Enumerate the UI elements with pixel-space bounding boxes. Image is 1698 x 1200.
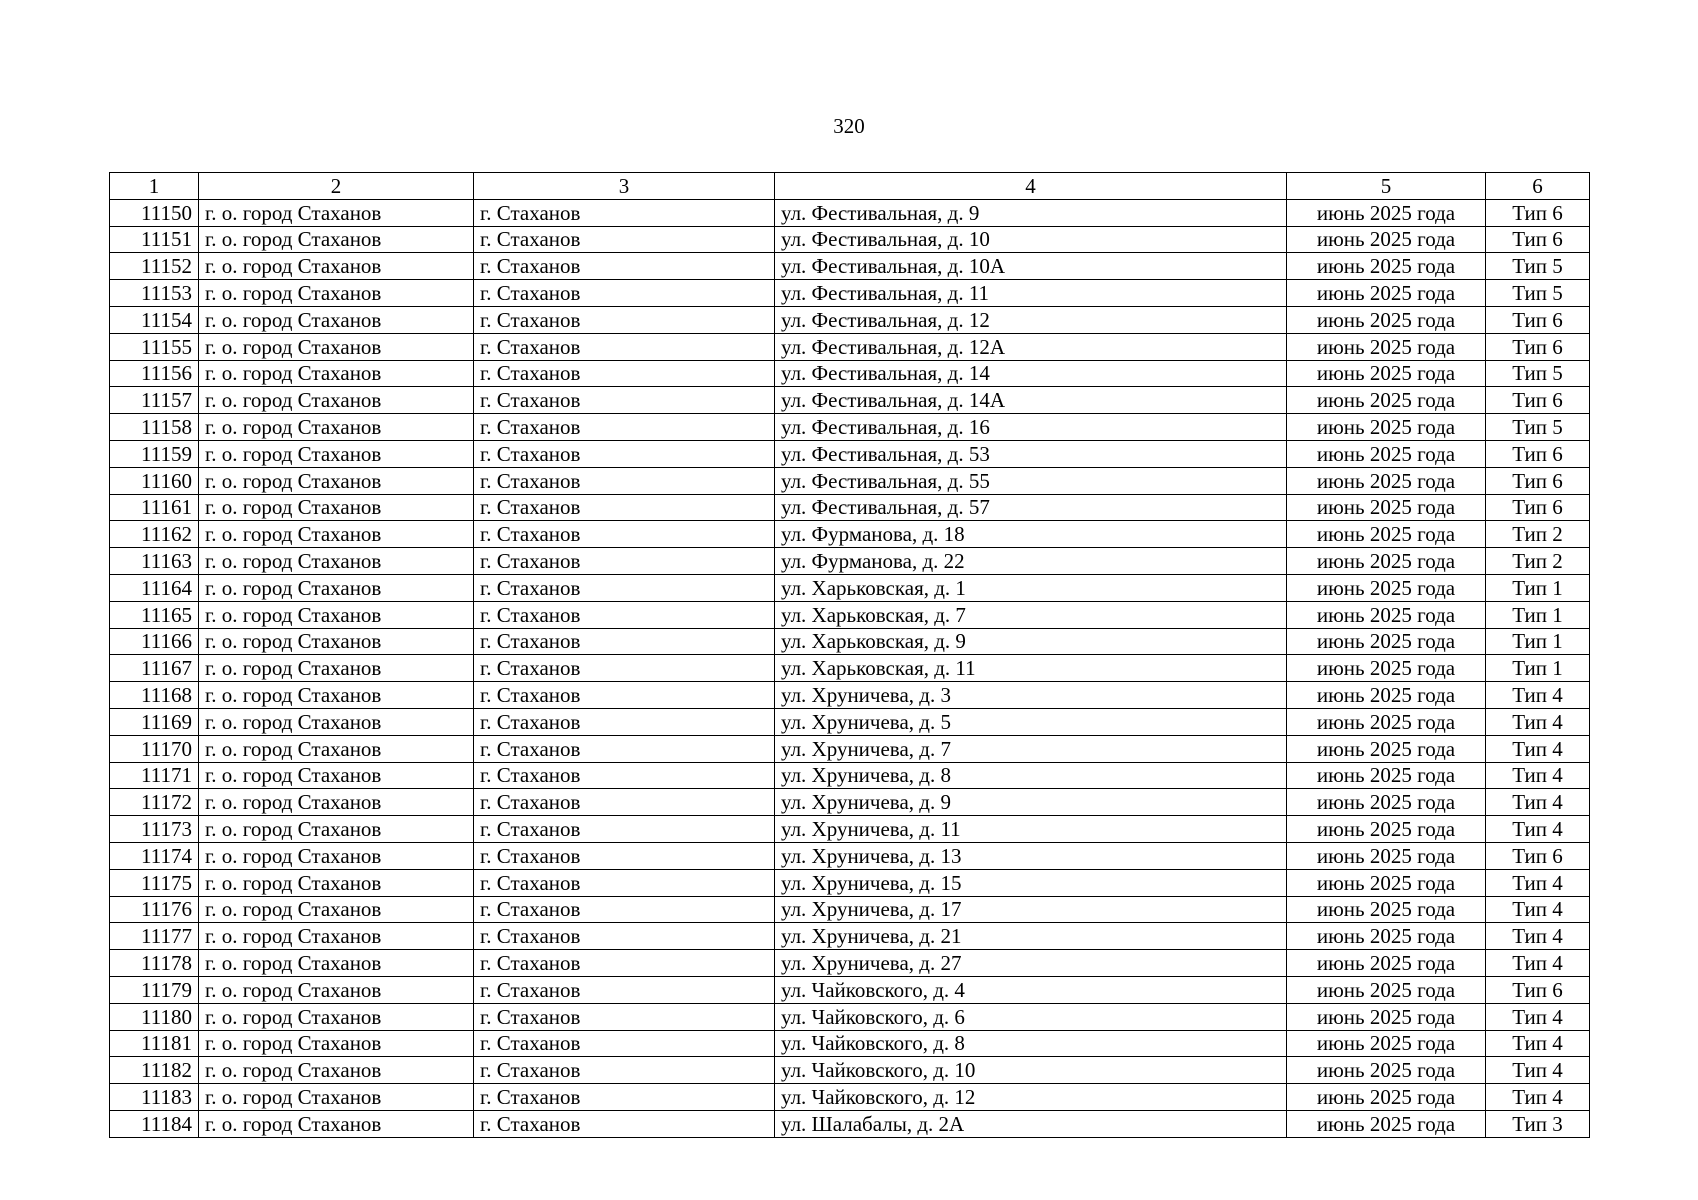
- cell-number: 11159: [110, 440, 199, 467]
- cell-date: июнь 2025 года: [1287, 360, 1486, 387]
- table-row: [110, 789, 1590, 816]
- cell-number: 11163: [110, 548, 199, 575]
- cell-district: г. о. город Стаханов: [199, 574, 474, 601]
- cell-address: ул. Фестивальная, д. 9: [775, 199, 1287, 226]
- cell-number: 11157: [110, 387, 199, 414]
- cell-city: г. Стаханов: [474, 414, 775, 441]
- cell-city: г. Стаханов: [474, 628, 775, 655]
- table-row: [110, 950, 1590, 977]
- cell-district: г. о. город Стаханов: [199, 280, 474, 307]
- column-header-city: 3: [474, 173, 775, 200]
- cell-number: 11176: [110, 896, 199, 923]
- cell-district: г. о. город Стаханов: [199, 1003, 474, 1030]
- cell-type: Тип 4: [1486, 1084, 1590, 1111]
- cell-address: ул. Фестивальная, д. 12: [775, 306, 1287, 333]
- cell-district: г. о. город Стаханов: [199, 735, 474, 762]
- cell-city: г. Стаханов: [474, 306, 775, 333]
- cell-district: г. о. город Стаханов: [199, 1057, 474, 1084]
- cell-address: ул. Чайковского, д. 8: [775, 1030, 1287, 1057]
- cell-number: 11150: [110, 199, 199, 226]
- cell-address: ул. Чайковского, д. 12: [775, 1084, 1287, 1111]
- cell-city: г. Стаханов: [474, 1003, 775, 1030]
- table-row: [110, 923, 1590, 950]
- cell-district: г. о. город Стаханов: [199, 548, 474, 575]
- cell-district: г. о. город Стаханов: [199, 950, 474, 977]
- table-row: [110, 628, 1590, 655]
- table-row: [110, 548, 1590, 575]
- cell-district: г. о. город Стаханов: [199, 440, 474, 467]
- cell-number: 11155: [110, 333, 199, 360]
- cell-date: июнь 2025 года: [1287, 682, 1486, 709]
- table-row: [110, 253, 1590, 280]
- cell-city: г. Стаханов: [474, 976, 775, 1003]
- cell-number: 11152: [110, 253, 199, 280]
- cell-address: ул. Хруничева, д. 21: [775, 923, 1287, 950]
- cell-type: Тип 6: [1486, 467, 1590, 494]
- cell-number: 11160: [110, 467, 199, 494]
- cell-district: г. о. город Стаханов: [199, 306, 474, 333]
- cell-number: 11167: [110, 655, 199, 682]
- table-row: [110, 1110, 1590, 1137]
- cell-district: г. о. город Стаханов: [199, 682, 474, 709]
- page-number: 320: [833, 114, 865, 138]
- cell-city: г. Стаханов: [474, 1084, 775, 1111]
- cell-district: г. о. город Стаханов: [199, 842, 474, 869]
- table-row: [110, 682, 1590, 709]
- cell-type: Тип 6: [1486, 842, 1590, 869]
- cell-address: ул. Хруничева, д. 7: [775, 735, 1287, 762]
- table-row: [110, 360, 1590, 387]
- cell-date: июнь 2025 года: [1287, 1003, 1486, 1030]
- cell-city: г. Стаханов: [474, 869, 775, 896]
- cell-type: Тип 6: [1486, 306, 1590, 333]
- cell-city: г. Стаханов: [474, 896, 775, 923]
- cell-type: Тип 6: [1486, 494, 1590, 521]
- cell-number: 11158: [110, 414, 199, 441]
- cell-date: июнь 2025 года: [1287, 1084, 1486, 1111]
- cell-number: 11169: [110, 708, 199, 735]
- cell-date: июнь 2025 года: [1287, 950, 1486, 977]
- cell-address: ул. Хруничева, д. 15: [775, 869, 1287, 896]
- cell-type: Тип 1: [1486, 574, 1590, 601]
- cell-number: 11179: [110, 976, 199, 1003]
- cell-date: июнь 2025 года: [1287, 842, 1486, 869]
- cell-date: июнь 2025 года: [1287, 467, 1486, 494]
- cell-date: июнь 2025 года: [1287, 574, 1486, 601]
- cell-number: 11182: [110, 1057, 199, 1084]
- cell-type: Тип 6: [1486, 199, 1590, 226]
- cell-type: Тип 4: [1486, 762, 1590, 789]
- cell-type: Тип 6: [1486, 333, 1590, 360]
- cell-city: г. Стаханов: [474, 199, 775, 226]
- cell-type: Тип 2: [1486, 548, 1590, 575]
- cell-city: г. Стаханов: [474, 253, 775, 280]
- cell-date: июнь 2025 года: [1287, 869, 1486, 896]
- cell-type: Тип 6: [1486, 387, 1590, 414]
- cell-date: июнь 2025 года: [1287, 253, 1486, 280]
- cell-type: Тип 4: [1486, 816, 1590, 843]
- cell-date: июнь 2025 года: [1287, 976, 1486, 1003]
- cell-type: Тип 4: [1486, 1057, 1590, 1084]
- cell-address: ул. Шалабалы, д. 2А: [775, 1110, 1287, 1137]
- cell-address: ул. Фестивальная, д. 10А: [775, 253, 1287, 280]
- table-body: [110, 199, 1590, 1137]
- cell-type: Тип 6: [1486, 976, 1590, 1003]
- cell-city: г. Стаханов: [474, 280, 775, 307]
- cell-date: июнь 2025 года: [1287, 896, 1486, 923]
- cell-date: июнь 2025 года: [1287, 1057, 1486, 1084]
- cell-number: 11171: [110, 762, 199, 789]
- table-row: [110, 1057, 1590, 1084]
- registry-table: [109, 172, 1590, 1138]
- cell-date: июнь 2025 года: [1287, 655, 1486, 682]
- cell-address: ул. Харьковская, д. 7: [775, 601, 1287, 628]
- cell-address: ул. Харьковская, д. 9: [775, 628, 1287, 655]
- cell-district: г. о. город Стаханов: [199, 976, 474, 1003]
- cell-date: июнь 2025 года: [1287, 628, 1486, 655]
- cell-number: 11183: [110, 1084, 199, 1111]
- cell-date: июнь 2025 года: [1287, 762, 1486, 789]
- cell-district: г. о. город Стаханов: [199, 923, 474, 950]
- cell-address: ул. Фестивальная, д. 10: [775, 226, 1287, 253]
- cell-date: июнь 2025 года: [1287, 414, 1486, 441]
- cell-type: Тип 4: [1486, 789, 1590, 816]
- cell-number: 11173: [110, 816, 199, 843]
- cell-district: г. о. город Стаханов: [199, 1084, 474, 1111]
- cell-city: г. Стаханов: [474, 655, 775, 682]
- cell-type: Тип 1: [1486, 628, 1590, 655]
- column-header-address: 4: [775, 173, 1287, 200]
- cell-date: июнь 2025 года: [1287, 789, 1486, 816]
- cell-address: ул. Фестивальная, д. 16: [775, 414, 1287, 441]
- cell-type: Тип 5: [1486, 253, 1590, 280]
- table-row: [110, 601, 1590, 628]
- column-header-number: 1: [110, 173, 199, 200]
- cell-address: ул. Хруничева, д. 11: [775, 816, 1287, 843]
- table-row: [110, 333, 1590, 360]
- cell-city: г. Стаханов: [474, 387, 775, 414]
- cell-district: г. о. город Стаханов: [199, 521, 474, 548]
- cell-district: г. о. город Стаханов: [199, 762, 474, 789]
- cell-address: ул. Чайковского, д. 4: [775, 976, 1287, 1003]
- cell-city: г. Стаханов: [474, 333, 775, 360]
- cell-city: г. Стаханов: [474, 494, 775, 521]
- cell-address: ул. Фестивальная, д. 57: [775, 494, 1287, 521]
- cell-address: ул. Хруничева, д. 13: [775, 842, 1287, 869]
- cell-district: г. о. город Стаханов: [199, 816, 474, 843]
- table-row: [110, 1030, 1590, 1057]
- cell-district: г. о. город Стаханов: [199, 1030, 474, 1057]
- table-row: [110, 896, 1590, 923]
- table-row: [110, 869, 1590, 896]
- cell-address: ул. Хруничева, д. 3: [775, 682, 1287, 709]
- cell-number: 11170: [110, 735, 199, 762]
- cell-address: ул. Хруничева, д. 8: [775, 762, 1287, 789]
- cell-date: июнь 2025 года: [1287, 735, 1486, 762]
- cell-city: г. Стаханов: [474, 548, 775, 575]
- table-row: [110, 306, 1590, 333]
- cell-city: г. Стаханов: [474, 440, 775, 467]
- cell-district: г. о. город Стаханов: [199, 708, 474, 735]
- cell-type: Тип 2: [1486, 521, 1590, 548]
- cell-number: 11172: [110, 789, 199, 816]
- cell-city: г. Стаханов: [474, 682, 775, 709]
- cell-district: г. о. город Стаханов: [199, 869, 474, 896]
- cell-city: г. Стаханов: [474, 789, 775, 816]
- cell-district: г. о. город Стаханов: [199, 199, 474, 226]
- cell-city: г. Стаханов: [474, 467, 775, 494]
- cell-district: г. о. город Стаханов: [199, 601, 474, 628]
- cell-number: 11154: [110, 306, 199, 333]
- cell-district: г. о. город Стаханов: [199, 467, 474, 494]
- cell-city: г. Стаханов: [474, 1030, 775, 1057]
- cell-date: июнь 2025 года: [1287, 387, 1486, 414]
- cell-number: 11180: [110, 1003, 199, 1030]
- cell-number: 11168: [110, 682, 199, 709]
- cell-district: г. о. город Стаханов: [199, 253, 474, 280]
- cell-type: Тип 4: [1486, 923, 1590, 950]
- cell-type: Тип 5: [1486, 360, 1590, 387]
- cell-number: 11151: [110, 226, 199, 253]
- cell-number: 11181: [110, 1030, 199, 1057]
- cell-date: июнь 2025 года: [1287, 708, 1486, 735]
- cell-district: г. о. город Стаханов: [199, 333, 474, 360]
- cell-city: г. Стаханов: [474, 601, 775, 628]
- cell-number: 11184: [110, 1110, 199, 1137]
- cell-number: 11178: [110, 950, 199, 977]
- cell-type: Тип 4: [1486, 950, 1590, 977]
- cell-type: Тип 4: [1486, 896, 1590, 923]
- table-row: [110, 1003, 1590, 1030]
- table-row: [110, 708, 1590, 735]
- cell-district: г. о. город Стаханов: [199, 628, 474, 655]
- cell-city: г. Стаханов: [474, 816, 775, 843]
- cell-date: июнь 2025 года: [1287, 199, 1486, 226]
- cell-address: ул. Харьковская, д. 11: [775, 655, 1287, 682]
- cell-district: г. о. город Стаханов: [199, 360, 474, 387]
- table-row: [110, 842, 1590, 869]
- cell-date: июнь 2025 года: [1287, 333, 1486, 360]
- cell-type: Тип 1: [1486, 655, 1590, 682]
- cell-type: Тип 4: [1486, 682, 1590, 709]
- table-row: [110, 735, 1590, 762]
- cell-date: июнь 2025 года: [1287, 923, 1486, 950]
- cell-city: г. Стаханов: [474, 360, 775, 387]
- cell-district: г. о. город Стаханов: [199, 414, 474, 441]
- cell-district: г. о. город Стаханов: [199, 226, 474, 253]
- cell-date: июнь 2025 года: [1287, 494, 1486, 521]
- table-row: [110, 1084, 1590, 1111]
- cell-address: ул. Фурманова, д. 22: [775, 548, 1287, 575]
- cell-city: г. Стаханов: [474, 708, 775, 735]
- column-header-date: 5: [1287, 173, 1486, 200]
- table-row: [110, 655, 1590, 682]
- cell-city: г. Стаханов: [474, 1057, 775, 1084]
- cell-district: г. о. город Стаханов: [199, 655, 474, 682]
- table-row: [110, 976, 1590, 1003]
- cell-type: Тип 5: [1486, 280, 1590, 307]
- cell-district: г. о. город Стаханов: [199, 789, 474, 816]
- table-row: [110, 226, 1590, 253]
- cell-type: Тип 4: [1486, 1003, 1590, 1030]
- cell-address: ул. Чайковского, д. 6: [775, 1003, 1287, 1030]
- cell-number: 11165: [110, 601, 199, 628]
- cell-type: Тип 4: [1486, 708, 1590, 735]
- table-row: [110, 280, 1590, 307]
- table-row: [110, 816, 1590, 843]
- cell-address: ул. Харьковская, д. 1: [775, 574, 1287, 601]
- table-row: [110, 414, 1590, 441]
- cell-district: г. о. город Стаханов: [199, 896, 474, 923]
- cell-date: июнь 2025 года: [1287, 306, 1486, 333]
- cell-date: июнь 2025 года: [1287, 1110, 1486, 1137]
- cell-type: Тип 1: [1486, 601, 1590, 628]
- table-row: [110, 440, 1590, 467]
- cell-address: ул. Хруничева, д. 27: [775, 950, 1287, 977]
- cell-city: г. Стаханов: [474, 950, 775, 977]
- column-header-type: 6: [1486, 173, 1590, 200]
- cell-address: ул. Фурманова, д. 18: [775, 521, 1287, 548]
- cell-district: г. о. город Стаханов: [199, 1110, 474, 1137]
- cell-city: г. Стаханов: [474, 923, 775, 950]
- cell-date: июнь 2025 года: [1287, 280, 1486, 307]
- table-header-row: [110, 173, 1590, 200]
- cell-type: Тип 5: [1486, 414, 1590, 441]
- cell-address: ул. Фестивальная, д. 12А: [775, 333, 1287, 360]
- cell-date: июнь 2025 года: [1287, 1030, 1486, 1057]
- cell-address: ул. Фестивальная, д. 11: [775, 280, 1287, 307]
- cell-address: ул. Хруничева, д. 5: [775, 708, 1287, 735]
- table-row: [110, 467, 1590, 494]
- table-row: [110, 521, 1590, 548]
- cell-address: ул. Фестивальная, д. 53: [775, 440, 1287, 467]
- cell-date: июнь 2025 года: [1287, 816, 1486, 843]
- cell-date: июнь 2025 года: [1287, 226, 1486, 253]
- cell-number: 11166: [110, 628, 199, 655]
- cell-address: ул. Хруничева, д. 17: [775, 896, 1287, 923]
- table-row: [110, 574, 1590, 601]
- cell-city: г. Стаханов: [474, 762, 775, 789]
- cell-type: Тип 6: [1486, 226, 1590, 253]
- cell-district: г. о. город Стаханов: [199, 387, 474, 414]
- cell-type: Тип 6: [1486, 440, 1590, 467]
- cell-city: г. Стаханов: [474, 842, 775, 869]
- cell-city: г. Стаханов: [474, 521, 775, 548]
- cell-city: г. Стаханов: [474, 226, 775, 253]
- cell-date: июнь 2025 года: [1287, 548, 1486, 575]
- cell-district: г. о. город Стаханов: [199, 494, 474, 521]
- cell-date: июнь 2025 года: [1287, 601, 1486, 628]
- cell-number: 11175: [110, 869, 199, 896]
- table-row: [110, 762, 1590, 789]
- cell-type: Тип 4: [1486, 869, 1590, 896]
- cell-type: Тип 3: [1486, 1110, 1590, 1137]
- cell-number: 11153: [110, 280, 199, 307]
- cell-number: 11161: [110, 494, 199, 521]
- cell-address: ул. Чайковского, д. 10: [775, 1057, 1287, 1084]
- cell-number: 11162: [110, 521, 199, 548]
- cell-date: июнь 2025 года: [1287, 521, 1486, 548]
- table-row: [110, 387, 1590, 414]
- table-row: [110, 494, 1590, 521]
- cell-city: г. Стаханов: [474, 735, 775, 762]
- cell-number: 11156: [110, 360, 199, 387]
- cell-number: 11164: [110, 574, 199, 601]
- cell-number: 11174: [110, 842, 199, 869]
- table-row: [110, 199, 1590, 226]
- cell-type: Тип 4: [1486, 1030, 1590, 1057]
- cell-address: ул. Фестивальная, д. 55: [775, 467, 1287, 494]
- cell-number: 11177: [110, 923, 199, 950]
- cell-address: ул. Фестивальная, д. 14: [775, 360, 1287, 387]
- cell-type: Тип 4: [1486, 735, 1590, 762]
- cell-date: июнь 2025 года: [1287, 440, 1486, 467]
- cell-city: г. Стаханов: [474, 1110, 775, 1137]
- column-header-district: 2: [199, 173, 474, 200]
- cell-city: г. Стаханов: [474, 574, 775, 601]
- cell-address: ул. Хруничева, д. 9: [775, 789, 1287, 816]
- cell-address: ул. Фестивальная, д. 14А: [775, 387, 1287, 414]
